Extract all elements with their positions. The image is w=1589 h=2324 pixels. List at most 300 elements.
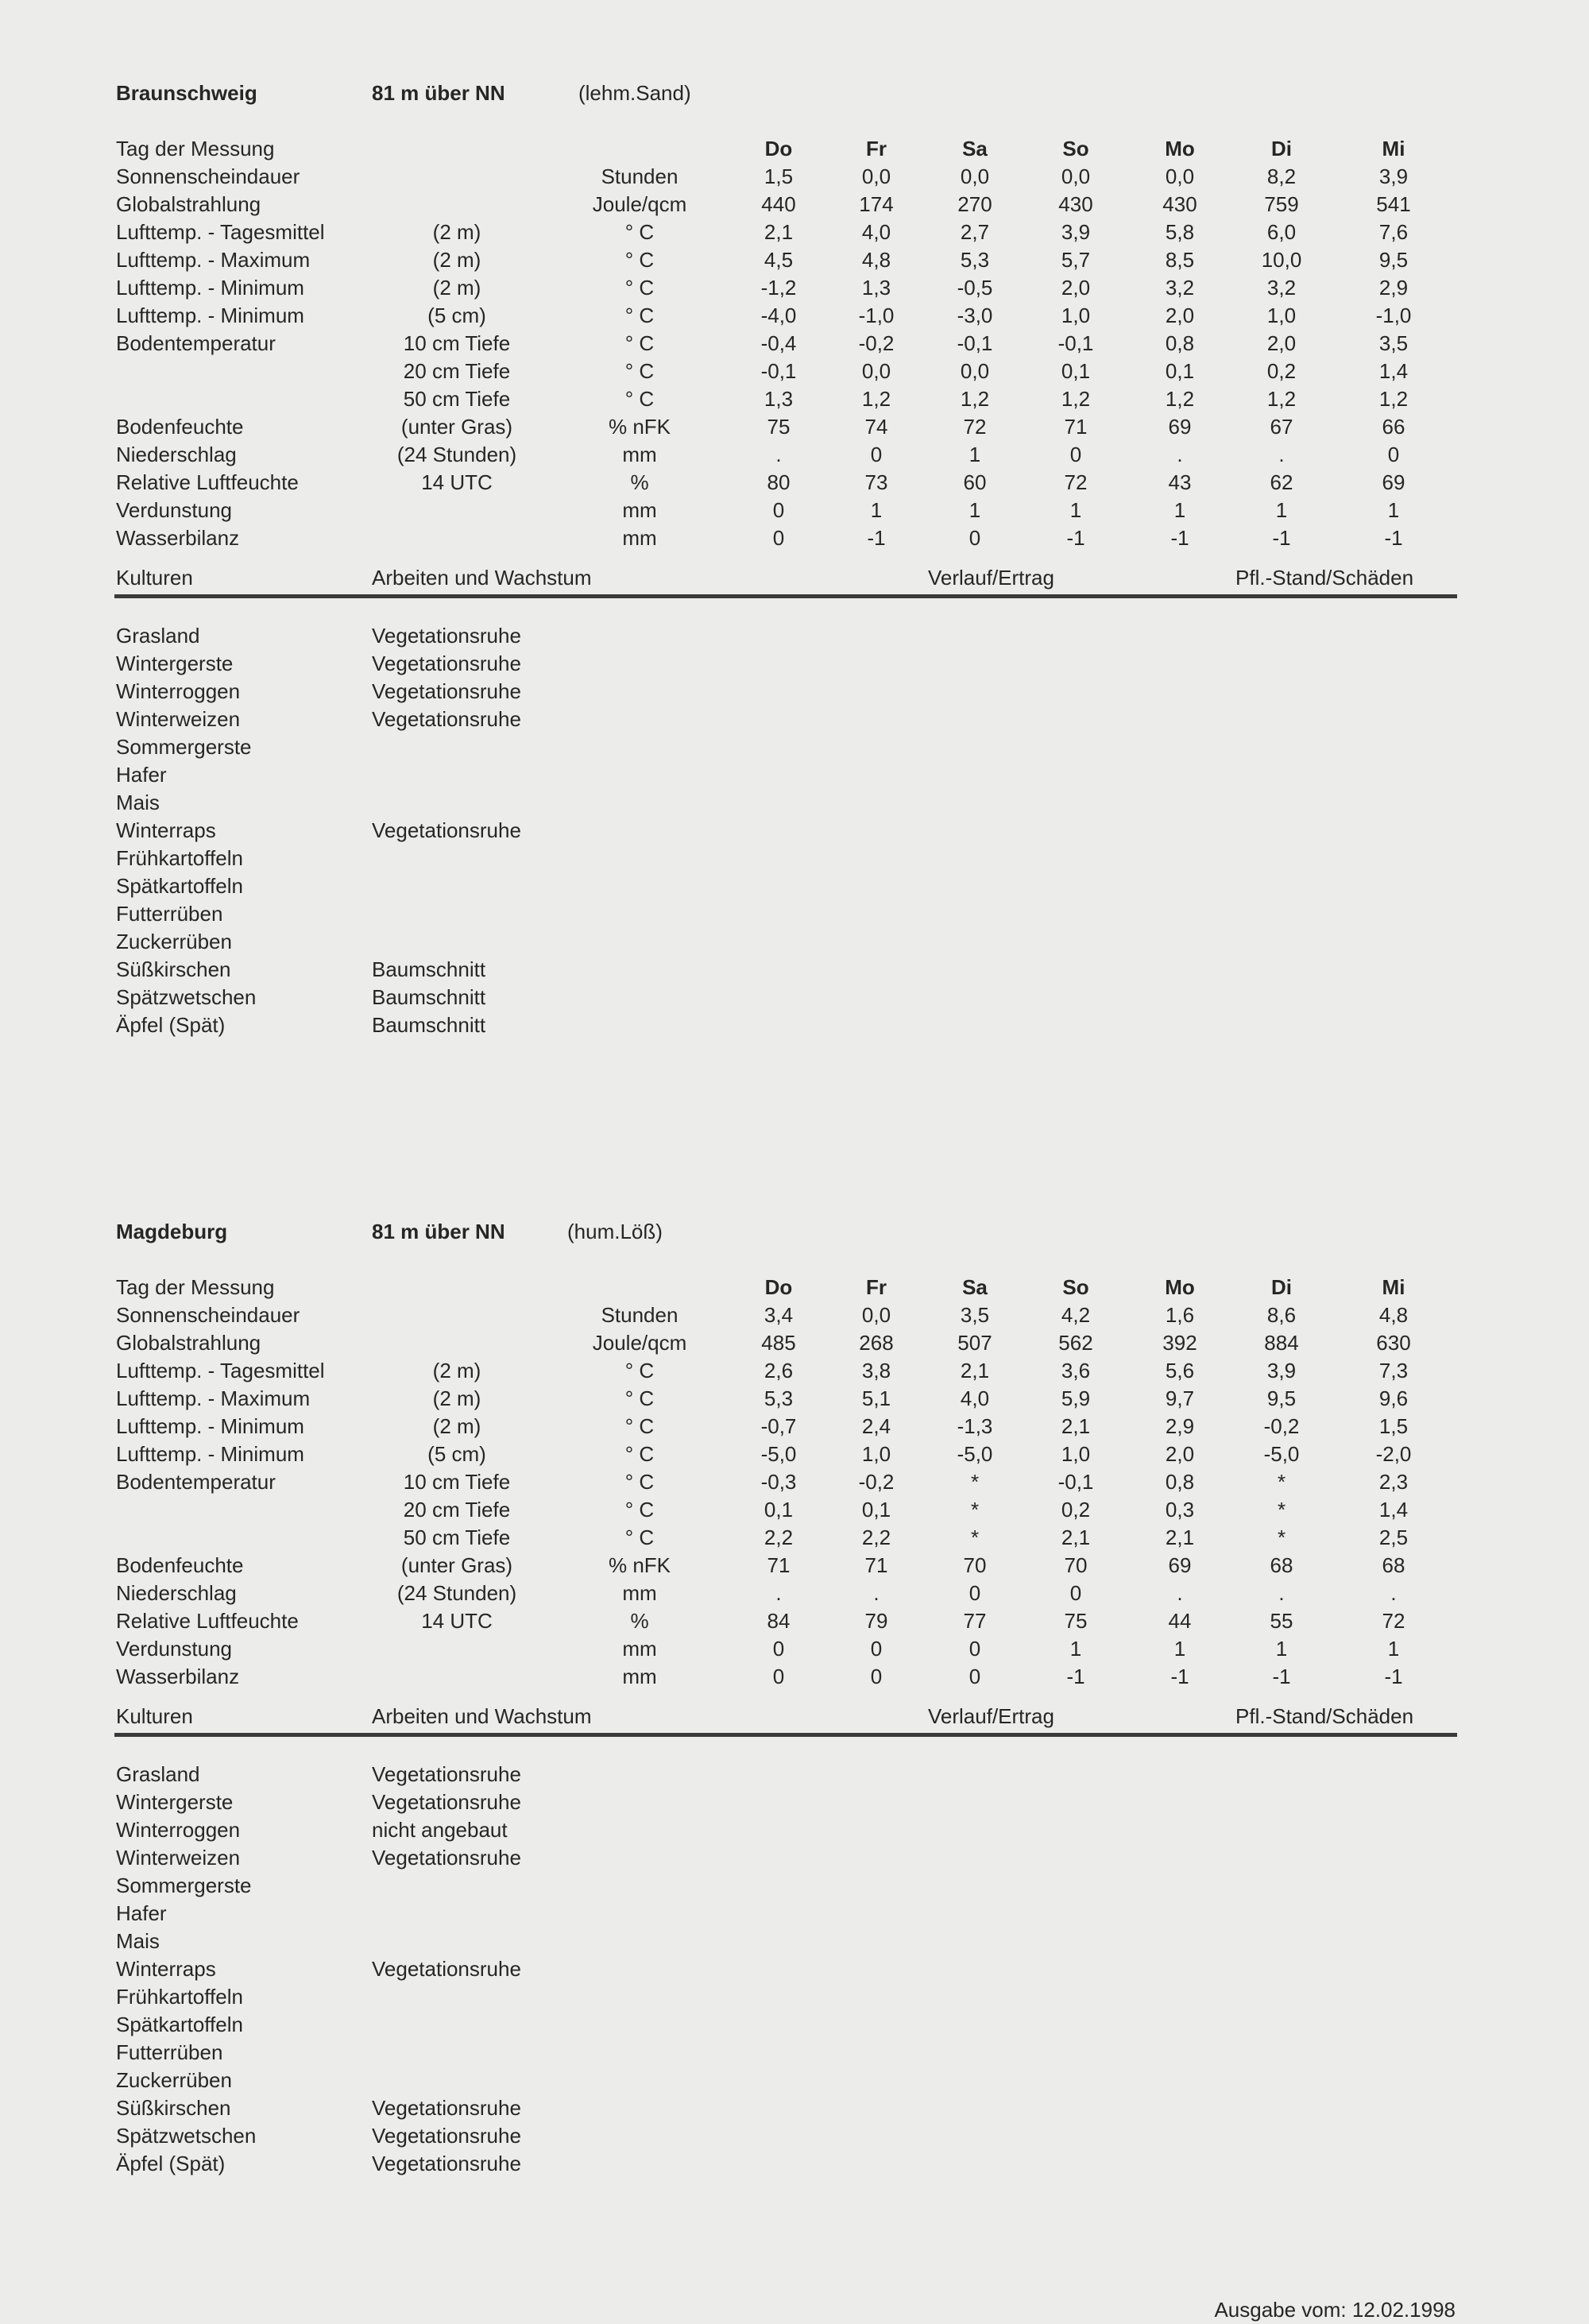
measurement-row — [0, 1440, 1589, 1468]
measurement-row — [0, 163, 1589, 191]
measure-value: 1,0 — [861, 1442, 891, 1466]
measure-value: 0 — [968, 1581, 981, 1605]
measure-value: 9,5 — [1266, 1386, 1297, 1410]
measure-value: 69 — [1382, 470, 1405, 494]
measure-value: 8,5 — [1165, 248, 1195, 272]
crop-row — [0, 1900, 1589, 1928]
crop-work: Vegetationsruhe — [372, 818, 521, 842]
crop-name: Wintergerste — [116, 652, 234, 675]
measure-height — [381, 1329, 532, 1357]
measure-value: 1 — [1275, 1637, 1288, 1661]
measure-value: 1 — [1069, 498, 1082, 522]
day-label: Do — [764, 137, 793, 160]
measure-value: 70 — [1064, 1553, 1088, 1577]
measure-value: . — [1177, 443, 1183, 466]
measure-value: 1,3 — [861, 276, 891, 300]
measure-value: 1 — [1387, 1637, 1400, 1661]
crop-row — [0, 2067, 1589, 2094]
measure-unit: ° C — [624, 1442, 655, 1466]
crop-name: Winterraps — [116, 1957, 216, 1981]
measure-value: * — [1277, 1470, 1286, 1494]
measure-unit: Joule/qcm — [592, 1331, 687, 1355]
measure-label: Bodentemperatur — [116, 1470, 276, 1494]
measure-value: 2,0 — [1165, 304, 1195, 327]
measure-label: Niederschlag — [116, 1581, 237, 1605]
measure-height: 14 UTC — [421, 1609, 493, 1633]
measure-unit: mm — [622, 1637, 657, 1661]
measure-value: 5,8 — [1165, 220, 1195, 244]
measure-label: Niederschlag — [116, 443, 237, 466]
crop-name: Winterraps — [116, 818, 216, 842]
day-header-row — [0, 1274, 1589, 1301]
measure-unit: % nFK — [608, 415, 671, 439]
measure-value: 0 — [870, 1637, 883, 1661]
measure-value: 759 — [1264, 192, 1299, 216]
measure-value: 10,0 — [1261, 248, 1302, 272]
measure-value: 71 — [1064, 415, 1088, 439]
measure-value: 84 — [767, 1609, 791, 1633]
measure-unit: % — [630, 1609, 649, 1633]
measure-value: -0,1 — [1057, 331, 1094, 355]
measure-height — [381, 135, 532, 163]
measure-value: 4,8 — [861, 248, 891, 272]
measure-value: * — [970, 1525, 980, 1549]
measure-value: 2,6 — [764, 1359, 794, 1382]
crops-col-verlauf: Verlauf/Ertrag — [928, 1704, 1054, 1728]
crops-header — [0, 1703, 1589, 1730]
station-name: Braunschweig — [116, 81, 257, 105]
measure-value: -0,2 — [858, 1470, 895, 1494]
measure-value: 55 — [1270, 1609, 1293, 1633]
measure-value: -5,0 — [760, 1442, 797, 1466]
crops-col-kulturen: Kulturen — [116, 566, 193, 590]
crops-col-verlauf: Verlauf/Ertrag — [928, 566, 1054, 590]
measure-value: 79 — [864, 1609, 888, 1633]
measure-label: Lufttemp. - Minimum — [116, 1442, 304, 1466]
crop-name: Futterrüben — [116, 902, 223, 926]
measure-value: 0,0 — [1165, 164, 1195, 188]
measurement-row — [0, 330, 1589, 358]
crop-name: Spätkartoffeln — [116, 874, 243, 898]
measure-value: 69 — [1168, 415, 1192, 439]
measure-label: Bodenfeuchte — [116, 415, 244, 439]
measure-value: * — [970, 1470, 980, 1494]
measure-label: Wasserbilanz — [116, 526, 240, 550]
measure-height: (5 cm) — [427, 304, 486, 327]
measure-value: 1 — [1069, 1637, 1082, 1661]
measure-value: 2,4 — [861, 1414, 891, 1438]
measure-label: Verdunstung — [116, 1637, 233, 1661]
measure-value: 62 — [1270, 470, 1293, 494]
day-label: So — [1062, 137, 1089, 160]
measure-value: 440 — [761, 192, 796, 216]
measure-value: 1,5 — [1378, 1414, 1409, 1438]
crop-row — [0, 2039, 1589, 2067]
measure-value: 1,2 — [1061, 387, 1091, 411]
measure-unit: ° C — [624, 331, 655, 355]
measure-value: 1,2 — [861, 387, 891, 411]
crop-work: Vegetationsruhe — [372, 2096, 521, 2120]
measure-label: Bodentemperatur — [116, 331, 276, 355]
measure-value: * — [1277, 1498, 1286, 1522]
measure-label: Bodenfeuchte — [116, 1553, 244, 1577]
measure-height — [381, 1663, 532, 1691]
measure-value: 0,2 — [1266, 359, 1297, 383]
crop-work: Vegetationsruhe — [372, 624, 521, 648]
measure-value: 68 — [1382, 1553, 1405, 1577]
measurement-row — [0, 1496, 1589, 1524]
measure-value: 73 — [864, 470, 888, 494]
measure-unit: ° C — [624, 1498, 655, 1522]
measurement-row — [0, 441, 1589, 469]
measure-value: 5,1 — [861, 1386, 891, 1410]
measurement-row — [0, 1580, 1589, 1607]
crop-row — [0, 789, 1589, 817]
crop-name: Spätkartoffeln — [116, 2013, 243, 2036]
measure-value: 1 — [968, 498, 981, 522]
measure-value: . — [1278, 443, 1285, 466]
measure-height — [381, 524, 532, 552]
measure-value: 71 — [767, 1553, 791, 1577]
crop-name: Mais — [116, 1929, 160, 1953]
measure-value: 3,9 — [1378, 164, 1409, 188]
measure-height: 10 cm Tiefe — [403, 331, 511, 355]
day-label: So — [1062, 1275, 1089, 1299]
station-header — [0, 79, 1589, 107]
measure-value: 5,6 — [1165, 1359, 1195, 1382]
measure-value: -3,0 — [957, 304, 993, 327]
measure-value: 71 — [864, 1553, 888, 1577]
measure-value: * — [970, 1498, 980, 1522]
crops-divider — [114, 594, 1457, 598]
measure-value: 0 — [772, 1665, 785, 1688]
measure-value: 75 — [767, 415, 791, 439]
measure-height: (2 m) — [432, 1359, 481, 1382]
measurement-row — [0, 1413, 1589, 1440]
day-label: Mi — [1382, 1275, 1405, 1299]
day-label: Fr — [866, 1275, 887, 1299]
measure-value: 5,3 — [764, 1386, 794, 1410]
measure-value: 1,0 — [1266, 304, 1297, 327]
measure-value: 0,2 — [1061, 1498, 1091, 1522]
measure-height: 14 UTC — [421, 470, 493, 494]
station-soil: (hum.Löß) — [567, 1220, 663, 1243]
measure-value: 8,2 — [1266, 164, 1297, 188]
measure-value: -2,0 — [1375, 1442, 1412, 1466]
crop-name: Mais — [116, 791, 160, 814]
measure-value: 67 — [1270, 415, 1293, 439]
crop-name: Zuckerrüben — [116, 930, 232, 953]
measure-value: -0,4 — [760, 331, 797, 355]
measure-value: -1,3 — [957, 1414, 993, 1438]
measure-value: 72 — [963, 415, 987, 439]
measurement-row — [0, 413, 1589, 441]
measurement-row — [0, 497, 1589, 524]
measure-value: . — [775, 1581, 782, 1605]
crops-col-kulturen: Kulturen — [116, 1704, 193, 1728]
crop-row — [0, 2094, 1589, 2122]
measure-height: (unter Gras) — [400, 415, 513, 439]
measurement-row — [0, 1607, 1589, 1635]
measure-value: 562 — [1058, 1331, 1093, 1355]
crop-row — [0, 1983, 1589, 2011]
measure-value: 77 — [963, 1609, 987, 1633]
measure-value: 3,6 — [1061, 1359, 1091, 1382]
measure-value: -1 — [1066, 1665, 1085, 1688]
measure-value: -1,2 — [760, 276, 797, 300]
measure-value: 3,8 — [861, 1359, 891, 1382]
measure-value: 3,4 — [764, 1303, 794, 1327]
measure-label: Relative Luftfeuchte — [116, 1609, 299, 1633]
measure-unit: ° C — [624, 304, 655, 327]
measure-value: 1,4 — [1378, 1498, 1409, 1522]
measure-value: 7,3 — [1378, 1359, 1409, 1382]
measure-value: -1 — [1170, 1665, 1189, 1688]
crop-row — [0, 1955, 1589, 1983]
measure-value: 0 — [1387, 443, 1400, 466]
crop-row — [0, 872, 1589, 900]
measure-value: 0,0 — [960, 164, 990, 188]
measure-unit: mm — [622, 1581, 657, 1605]
measure-value: -0,2 — [858, 331, 895, 355]
measure-height: (unter Gras) — [400, 1553, 513, 1577]
measure-value: 0,3 — [1165, 1498, 1195, 1522]
measure-value: 630 — [1376, 1331, 1411, 1355]
crop-row — [0, 622, 1589, 650]
measure-value: 1 — [1173, 1637, 1186, 1661]
crop-work: Vegetationsruhe — [372, 652, 521, 675]
measure-value: 1 — [870, 498, 883, 522]
measure-value: 4,0 — [960, 1386, 990, 1410]
measure-value: 2,0 — [1266, 331, 1297, 355]
measure-value: 2,1 — [1061, 1525, 1091, 1549]
measure-value: 6,0 — [1266, 220, 1297, 244]
measure-value: 1,2 — [1378, 387, 1409, 411]
measure-value: 2,0 — [1165, 1442, 1195, 1466]
measure-unit: ° C — [624, 276, 655, 300]
measure-value: -1 — [1066, 526, 1085, 550]
measure-unit: mm — [622, 498, 657, 522]
measure-value: 0,0 — [1061, 164, 1091, 188]
measurement-row — [0, 274, 1589, 302]
measure-value: 541 — [1376, 192, 1411, 216]
measure-value: 80 — [767, 470, 791, 494]
measure-value: -1 — [1272, 1665, 1291, 1688]
measure-value: 430 — [1162, 192, 1197, 216]
crop-name: Futterrüben — [116, 2040, 223, 2064]
measure-value: -0,1 — [760, 359, 797, 383]
measure-value: -5,0 — [957, 1442, 993, 1466]
measure-value: 2,1 — [1061, 1414, 1091, 1438]
crop-name: Winterweizen — [116, 1846, 241, 1870]
measure-height: 20 cm Tiefe — [403, 359, 511, 383]
station-elevation: 81 m über NN — [372, 1220, 505, 1243]
measurement-row — [0, 1301, 1589, 1329]
measure-value: -1 — [1170, 526, 1189, 550]
crop-work: Vegetationsruhe — [372, 1790, 521, 1814]
measure-value: 1,4 — [1378, 359, 1409, 383]
measure-value: 4,8 — [1378, 1303, 1409, 1327]
measure-value: 60 — [963, 470, 987, 494]
measure-unit: ° C — [624, 220, 655, 244]
measure-value: 9,5 — [1378, 248, 1409, 272]
measure-unit: % — [630, 470, 649, 494]
measure-value: 74 — [864, 415, 888, 439]
measure-height — [381, 1635, 532, 1663]
measurement-row — [0, 1552, 1589, 1580]
measure-value: 1,0 — [1061, 304, 1091, 327]
measure-value: 2,5 — [1378, 1525, 1409, 1549]
measure-value: -4,0 — [760, 304, 797, 327]
measure-value: 392 — [1162, 1331, 1197, 1355]
crop-name: Sommergerste — [116, 735, 252, 759]
measure-value: 3,9 — [1061, 220, 1091, 244]
crop-row — [0, 845, 1589, 872]
crop-work: nicht angebaut — [372, 1818, 508, 1842]
measurement-row — [0, 524, 1589, 552]
measure-value: 2,3 — [1378, 1470, 1409, 1494]
measure-value: 2,1 — [960, 1359, 990, 1382]
crop-row — [0, 1844, 1589, 1872]
crop-row — [0, 1816, 1589, 1844]
measurement-row — [0, 1385, 1589, 1413]
measure-value: 0 — [870, 1665, 883, 1688]
crop-name: Zuckerrüben — [116, 2068, 232, 2092]
station-soil: (lehm.Sand) — [578, 81, 691, 105]
measure-height — [381, 163, 532, 191]
measure-unit: ° C — [624, 1414, 655, 1438]
measure-value: -5,0 — [1263, 1442, 1300, 1466]
measure-height: (2 m) — [432, 220, 481, 244]
measure-height: 50 cm Tiefe — [403, 1525, 511, 1549]
measure-value: 68 — [1270, 1553, 1293, 1577]
measure-height: (2 m) — [432, 1386, 481, 1410]
crop-name: Spätzwetschen — [116, 2124, 257, 2148]
measure-value: 2,2 — [861, 1525, 891, 1549]
measure-value: . — [1390, 1581, 1397, 1605]
crop-work: Vegetationsruhe — [372, 1846, 521, 1870]
measure-value: 270 — [957, 192, 992, 216]
measure-value: 1,2 — [960, 387, 990, 411]
measure-value: 0 — [968, 1637, 981, 1661]
measure-value: 268 — [859, 1331, 894, 1355]
measure-height — [381, 191, 532, 218]
station-name: Magdeburg — [116, 1220, 228, 1243]
measure-label: Lufttemp. - Minimum — [116, 276, 304, 300]
measure-value: 507 — [957, 1331, 992, 1355]
measure-value: 72 — [1382, 1609, 1405, 1633]
measure-value: 1,5 — [764, 164, 794, 188]
crops-divider — [114, 1733, 1457, 1737]
measure-value: 5,9 — [1061, 1386, 1091, 1410]
measure-unit: ° C — [624, 1470, 655, 1494]
crop-row — [0, 1788, 1589, 1816]
measure-value: 1,0 — [1061, 1442, 1091, 1466]
measure-height: 10 cm Tiefe — [403, 1470, 511, 1494]
crop-name: Frühkartoffeln — [116, 1985, 243, 2009]
measure-height — [381, 1301, 532, 1329]
measurement-row — [0, 469, 1589, 497]
measure-label: Lufttemp. - Tagesmittel — [116, 1359, 325, 1382]
measure-value: 884 — [1264, 1331, 1299, 1355]
crops-col-arbeiten: Arbeiten und Wachstum — [372, 566, 592, 590]
measure-height: 20 cm Tiefe — [403, 1498, 511, 1522]
measure-value: 1 — [1275, 498, 1288, 522]
measure-height: (24 Stunden) — [396, 443, 517, 466]
measure-value: -1,0 — [1375, 304, 1412, 327]
measure-unit: Stunden — [601, 1303, 679, 1327]
measure-label: Wasserbilanz — [116, 1665, 240, 1688]
measure-height: 50 cm Tiefe — [403, 387, 511, 411]
measure-value: 9,6 — [1378, 1386, 1409, 1410]
measurement-row — [0, 1663, 1589, 1691]
measurement-row — [0, 1524, 1589, 1552]
measurement-row — [0, 1329, 1589, 1357]
crop-name: Sommergerste — [116, 1874, 252, 1897]
measurement-row — [0, 191, 1589, 218]
crop-name: Winterroggen — [116, 679, 241, 703]
crop-work: Vegetationsruhe — [372, 679, 521, 703]
measure-value: -1 — [867, 526, 886, 550]
crop-row — [0, 678, 1589, 706]
measure-value: 3,5 — [1378, 331, 1409, 355]
crop-row — [0, 761, 1589, 789]
day-label: Mo — [1165, 137, 1195, 160]
measure-value: 0 — [1069, 1581, 1082, 1605]
measure-value: 0 — [772, 1637, 785, 1661]
measure-value: 430 — [1058, 192, 1093, 216]
measure-value: -0,7 — [760, 1414, 797, 1438]
measure-label: Lufttemp. - Minimum — [116, 1414, 304, 1438]
day-label: Mi — [1382, 137, 1405, 160]
measure-value: 44 — [1168, 1609, 1192, 1633]
measure-value: 1,2 — [1165, 387, 1195, 411]
measure-value: * — [1277, 1525, 1286, 1549]
measure-unit: % nFK — [608, 1553, 671, 1577]
crops-header — [0, 564, 1589, 592]
measure-value: 0,1 — [1061, 359, 1091, 383]
measure-value: 72 — [1064, 470, 1088, 494]
measurement-row — [0, 1635, 1589, 1663]
measure-value: 2,9 — [1378, 276, 1409, 300]
measure-label: Lufttemp. - Maximum — [116, 1386, 311, 1410]
issue-date: Ausgabe vom: 12.02.1998 — [1214, 2298, 1456, 2322]
crop-name: Grasland — [116, 1762, 200, 1786]
crop-name: Süßkirschen — [116, 957, 231, 981]
measure-value: 0,1 — [764, 1498, 794, 1522]
measurement-row — [0, 1468, 1589, 1496]
measure-value: -1 — [1384, 1665, 1403, 1688]
measure-height — [381, 1274, 532, 1301]
measure-unit: ° C — [624, 1386, 655, 1410]
measure-height: (2 m) — [432, 248, 481, 272]
measure-unit: mm — [622, 1665, 657, 1688]
measure-value: 3,5 — [960, 1303, 990, 1327]
measure-value: 7,6 — [1378, 220, 1409, 244]
crop-row — [0, 1011, 1589, 1039]
measure-value: -1 — [1384, 526, 1403, 550]
measure-value: 0,0 — [861, 1303, 891, 1327]
measure-value: 0 — [968, 1665, 981, 1688]
measure-value: 1 — [1387, 498, 1400, 522]
measure-value: 9,7 — [1165, 1386, 1195, 1410]
measure-value: -1,0 — [858, 304, 895, 327]
measure-value: 0 — [870, 443, 883, 466]
measure-value: 4,5 — [764, 248, 794, 272]
day-label: Di — [1271, 137, 1292, 160]
measure-value: 43 — [1168, 470, 1192, 494]
measure-label: Verdunstung — [116, 498, 233, 522]
